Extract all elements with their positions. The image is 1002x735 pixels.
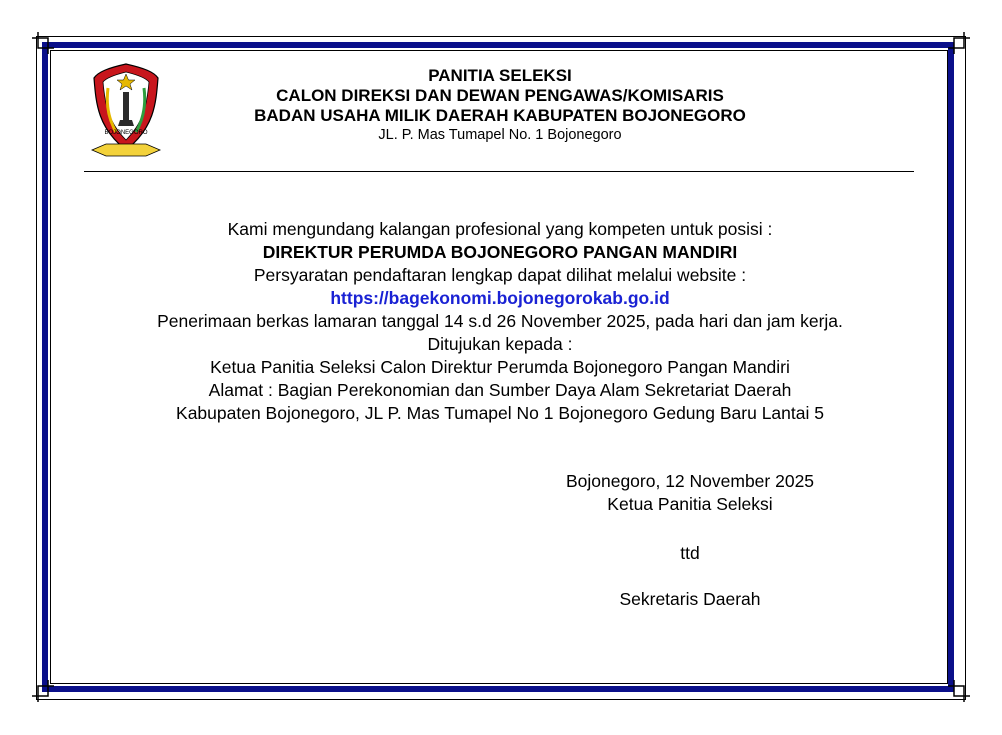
website-link[interactable]: https://bagekonomi.bojonegorokab.go.id bbox=[330, 288, 670, 308]
schedule-text: Penerimaan berkas lamaran tanggal 14 s.d 26 November 2025, pada hari dan jam kerja. bbox=[157, 311, 843, 331]
bojonegoro-regency-emblem-icon bbox=[86, 58, 166, 166]
corner-ornament-top-left bbox=[32, 32, 54, 54]
corner-ornament-top-right bbox=[948, 32, 970, 54]
announcement-body bbox=[60, 218, 940, 425]
corner-ornament-bottom-left bbox=[32, 680, 54, 702]
address-line-1: Alamat : Bagian Perekonomian dan Sumber Daya Alam Sekretariat Daerah bbox=[208, 380, 792, 400]
header-divider bbox=[84, 171, 914, 172]
signer-role: Ketua Panitia Seleksi bbox=[607, 494, 773, 514]
addressed-to-label: Ditujukan kepada : bbox=[427, 334, 573, 354]
address-line-2: Kabupaten Bojonegoro, JL P. Mas Tumapel No 1 Bojonegoro Gedung Baru Lantai 5 bbox=[176, 403, 824, 423]
corner-ornament-bottom-right bbox=[948, 680, 970, 702]
position-title: DIREKTUR PERUMDA BOJONEGORO PANGAN MANDIRI bbox=[262, 242, 738, 262]
place-date: Bojonegoro, 12 November 2025 bbox=[565, 471, 815, 491]
requirements-text: Persyaratan pendaftaran lengkap dapat dilihat melalui website : bbox=[253, 265, 747, 285]
header-line-1: PANITIA SELEKSI bbox=[428, 66, 572, 85]
header-line-2: CALON DIREKSI DAN DEWAN PENGAWAS/KOMISARIS bbox=[276, 86, 724, 105]
recipient-text: Ketua Panitia Seleksi Calon Direktur Perumda Bojonegoro Pangan Mandiri bbox=[210, 357, 790, 377]
logo-text: BOJONEGORO bbox=[104, 130, 148, 136]
header-address: JL. P. Mas Tumapel No. 1 Bojonegoro bbox=[378, 127, 622, 143]
letterhead bbox=[160, 66, 840, 144]
signature-block bbox=[520, 470, 860, 611]
intro-text: Kami mengundang kalangan profesional yang kompeten untuk posisi : bbox=[227, 219, 773, 239]
ttd-mark: ttd bbox=[680, 543, 700, 563]
signer-name: Sekretaris Daerah bbox=[619, 589, 761, 609]
header-line-3: BADAN USAHA MILIK DAERAH KABUPATEN BOJONEGORO bbox=[254, 106, 746, 125]
